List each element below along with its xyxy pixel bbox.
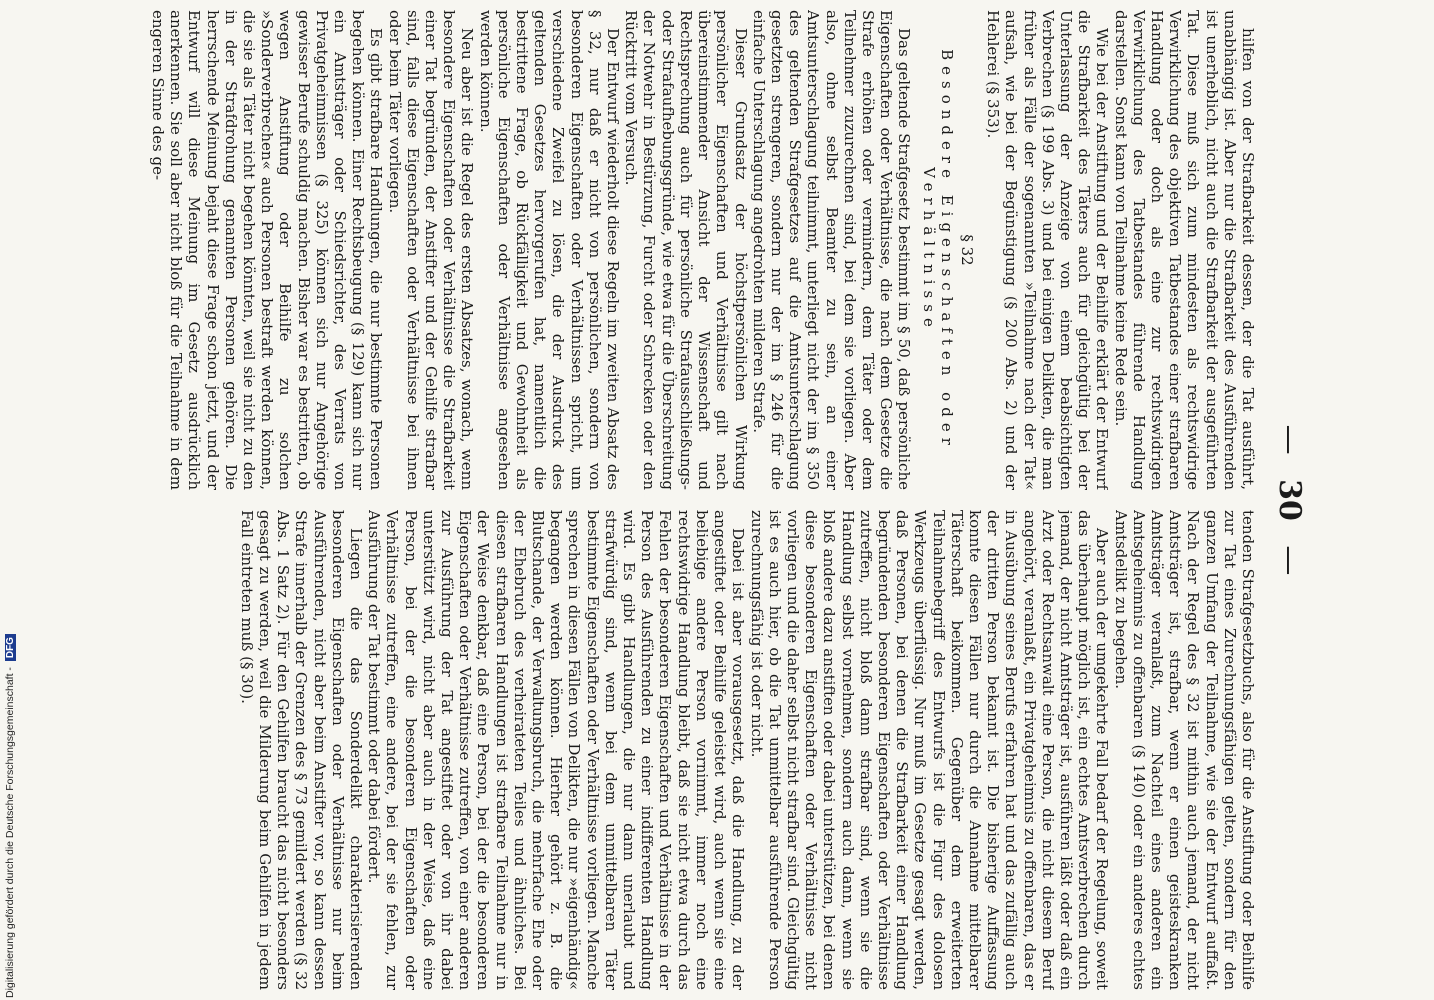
section-title: Besondere Eigenschaften oder Verhältnisse [919, 49, 956, 451]
paragraph: Neu aber ist die Regel des ersten Absatzes, wonach, wenn besondere Eigenschaften oder Verhältnisse die Strafbarkeit einer Tat begründen, der Anstifter und der Gehilfe strafbar sind, falls diese Eigenschaften oder Verhältnisse bei ihnen oder beim Täter vorliegen. [385, 10, 477, 490]
rotated-page-content [117, 0, 1317, 1000]
paragraph: Es gibt strafbare Handlungen, die nur bestimmte Personen begehen können. Einer Rechtsbeugung (§ 129) kann sich nur ein Amtsträger oder Schiedsrichter, des Verrats von Privatgeheimnissen (§ 325) können sich nur Angehörige gewisser Berufe schuldig machen. Bisher war es bestritten, ob wegen Anstiftung oder Beihilfe zu solchen »Sonderverbrechen« auch Personen bestraft werden können, die sie als Täter nicht begehen könnten, weil sie nicht zu den in der Strafdrohung genannten Personen gehören. Die herrschende Meinung bejaht diese Frage schon jetzt, und der Entwurf will diese Meinung im Gesetz ausdrücklich anerkennen. Sie soll aber nicht bloß für die Teilnahme in dem engeren Sinne des ge- [149, 10, 386, 490]
right-column [137, 510, 1257, 990]
left-column [137, 10, 1257, 490]
header-dash-right: — [1272, 545, 1307, 576]
paragraph: Dabei ist aber vorausgesetzt, daß die Handlung, zu der angestiftet oder Beihilfe geleistet wird, auch wenn sie eine beliebige andere Person vornimmt, immer noch eine rechtswidrige Handlung bleibt, daß sie nicht etwa durch das Fehlen der besonderen Eigenschaften und Verhältnisse in der Person des Ausführenden zu einer indifferenten Handlung wird. Es gibt Handlungen, die nur dann unerlaubt und strafwürdig sind, wenn bei dem unmittelbaren Täter bestimmte Eigenschaften oder Verhältnisse vorliegen. Manche sprechen in diesen Fällen von Delikten, die nur »eigenhändig« begangen werden können. Hierher gehört z. B. die Blutschande, der Verwaltungsbruch, die mehrfache Ehe oder der Ehebruch des verheirateten Teiles und ähnliches. Bei diesen strafbaren Handlungen ist strafbare Teilnahme nur in der Weise denkbar, daß eine Person, bei der die besonderen Eigenschaften oder Verhältnisse zutreffen, von einer anderen zur Ausführung der Tat angestiftet oder von ihr dabei unterstützt wird, nicht aber auch in der Weise, daß eine Person, bei der die besonderen Eigenschaften oder Verhältnisse zutreffen, eine andere, bei der sie fehlen, zur Ausführung der Tat bestimmt oder dabei fördert. [365, 510, 748, 990]
digitization-credit [4, 634, 16, 998]
dfg-logo: DFG [5, 634, 16, 661]
section-number: § 32 [957, 234, 976, 266]
page-number: 30 [1272, 479, 1307, 521]
paragraph: Der Entwurf wiederholt diese Regeln im zweiten Absatz des § 32, nur daß er nicht von persönlichen, sondern von besonderen Eigenschaften oder Verhältnissen spricht, um verschiedene Zweifel zu lösen, die der Ausdruck des geltenden Gesetzes hervorgerufen hat, namentlich die bestrittene Frage, ob Rückfälligkeit und Gewohnheit als persönliche Eigenschaften oder Verhältnisse angesehen werden können. [476, 10, 623, 490]
credit-text: Digitalisierung gefördert durch die Deutsche Forschungsgemeinschaft - [4, 667, 16, 998]
paragraph: Liegen die das Sonderdelikt charakterisierenden besonderen Eigenschaften oder Verhältnisse nur beim Ausführenden, nicht aber beim Anstifter vor, so kann dessen Strafe innerhalb der Grenzen des § 73 gemildert werden (§ 32 Abs. 1 Satz 2). Für den Gehilfen braucht das nicht besonders gesagt zu werden, weil die Milderung beim Gehilfen in jedem Fall eintreten muß (§ 30). [237, 510, 366, 990]
paragraph: tenden Strafgesetzbuchs, also für die Anstiftung oder Beihilfe zur Tat eines Zurechnungsfähigen gelten, sondern für den ganzen Umfang der Teilnahme, wie sie der Entwurf auffaßt. Nach der Regel des § 32 ist mithin auch jemand, der nicht Amtsträger ist, strafbar, wenn er einen geisteskranken Amtsträger veranlaßt, zum Nachteil eines anderen ein Amtsgeheimnis zu offenbaren (§ 140) oder ein anderes echtes Amtsdelikt zu begehen. [1111, 510, 1257, 990]
paragraph: Dieser Grundsatz der höchstpersönlichen Wirkung persönlicher Eigenschaften und Verhältnisse gilt nach übereinstimmender Ansicht der Wissenschaft und Rechtsprechung auch für persönliche Strafausschließungs- oder Strafaufhebungsgründe, wie etwa für die Überschreitung der Notwehr in Bestürzung, Furcht oder Schrecken oder den Rücktritt vom Versuch. [622, 10, 750, 490]
paragraph: Aber auch der umgekehrte Fall bedarf der Regelung, soweit das überhaupt möglich ist, ein echtes Amtsverbrechen durch jemand, der nicht Amtsträger ist, ausführen läßt oder daß ein Arzt oder Rechtsanwalt eine Person, die nicht diesem Beruf angehört, veranlaßt, ein Privatgeheimnis zu offenbaren, das er in Ausübung seines Berufs erfahren hat und das zufällig auch der dritten Person bekannt ist. Die bisherige Auffassung konnte diesen Fällen nur durch die Annahme mittelbarer Täterschaft beikommen. Gegenüber dem erweiterten Teilnahmebegriff des Entwurfs ist die Figur des dolosen Werkzeugs überflüssig. Nur muß im Gesetze gesagt werden, daß Personen, bei denen die Strafbarkeit einer Handlung begründenden besonderen Eigenschaften oder Verhältnisse zutreffen, nicht bloß dann strafbar sind, wenn sie die Handlung selbst vornehmen, sondern auch dann, wenn sie bloß andere dazu anstiften oder dabei unterstützen, bei denen diese besonderen Eigenschaften oder Verhältnisse nicht vorliegen und die daher selbst nicht strafbar sind. Gleichgültig ist es auch hier, ob die Tat unmittelbar ausführende Person zurechnungsfähig ist oder nicht. [747, 510, 1112, 990]
paragraph: Das geltende Strafgesetz bestimmt im § 50, daß persönliche Eigenschaften oder Verhältnisse, die nach dem Gesetze die Strafe erhöhen oder vermindern, dem Täter oder dem Teilnehmer zuzurechnen sind, bei dem sie vorliegen. Aber also, ohne selbst Beamter zu sein, an einer Amtsunterschlagung teilnimmt, unterliegt nicht der im § 350 des geltenden Strafgesetzes auf die Amtsunterschlagung gesetzten strengeren, sondern nur der im § 246 für die einfache Unterschlagung angedrohten milderen Strafe. [749, 10, 914, 490]
paragraph: hilfen von der Strafbarkeit dessen, der die Tat ausführt, unabhängig ist. Aber nur die Strafbarkeit des Ausführenden ist unerheblich, nicht auch die Strafbarkeit der ausgeführten Tat. Diese muß sich zum mindesten als rechtswidrige Verwirklichung des objektiven Tatbestandes einer strafbaren Handlung oder doch als eine zur rechtswidrigen Verwirklichung des Tatbestandes führende Handlung darstellen. Sonst kann von Teilnahme keine Rede sein. [1111, 10, 1257, 490]
header-dash-left: — [1272, 424, 1307, 455]
page-header [1267, 0, 1307, 1000]
paragraph: Wie bei der Anstiftung und der Beihilfe erklärt der Entwurf die Strafbarkeit des Täters auch für gleichgültig bei der Unterlassung der Anzeige von einem beabsichtigten Verbrechen (§ 199 Abs. 3) und bei einigen Delikten, die man früher als Fälle der sogenannten »Teilnahme nach der Tat« aufsah, wie bei der Begünstigung (§ 200 Abs. 2) und der Hehlerei (§ 353). [984, 10, 1112, 490]
